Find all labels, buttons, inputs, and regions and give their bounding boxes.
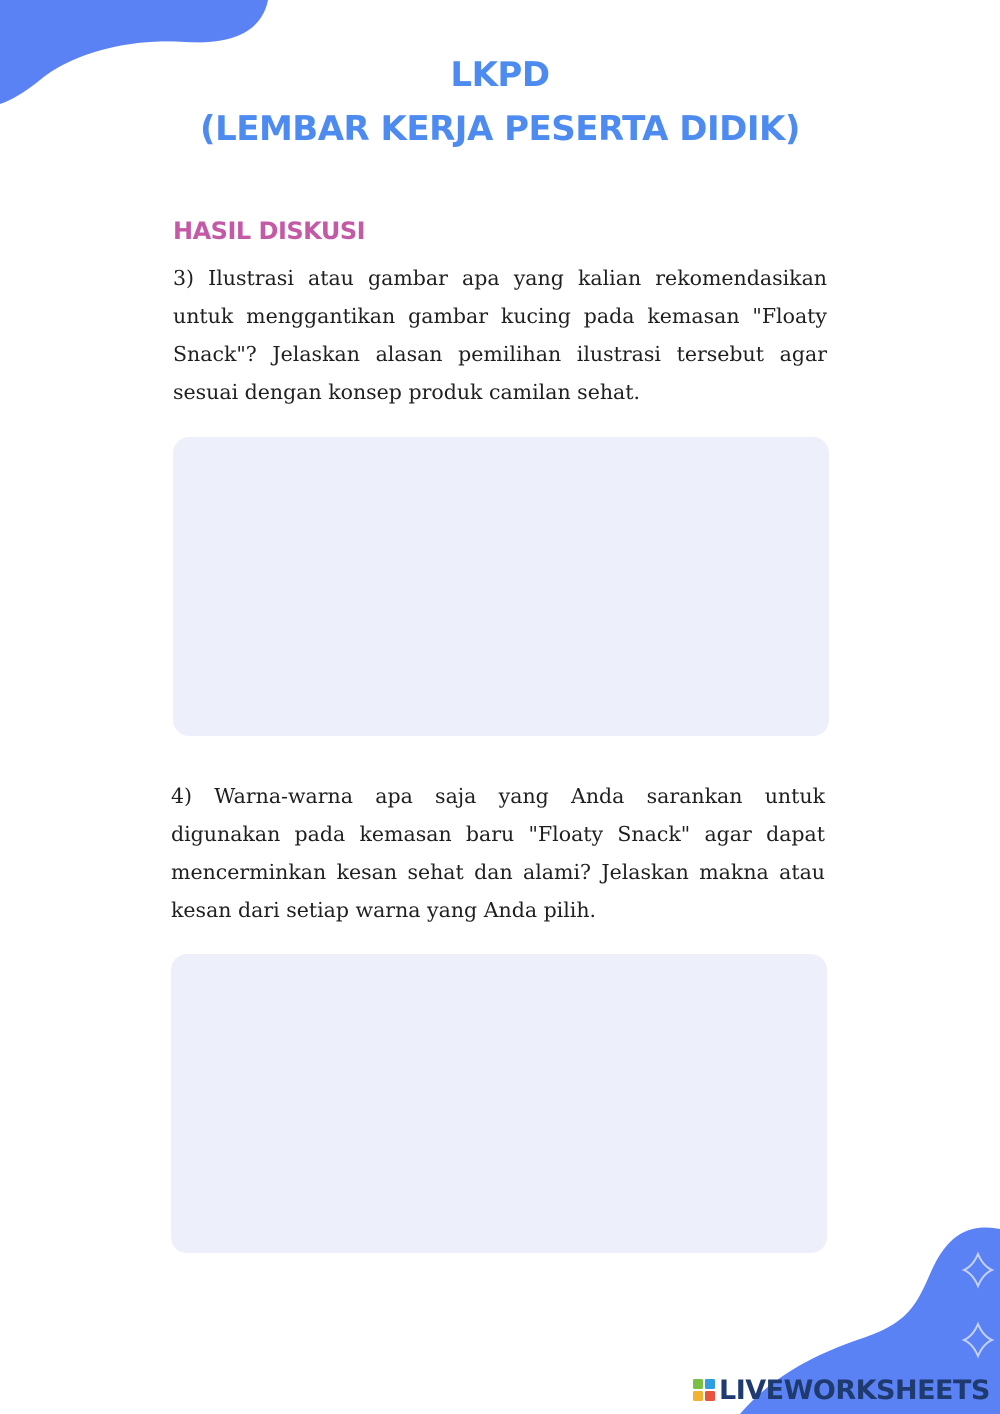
question-4-text: 4) Warna-warna apa saja yang Anda sarankan untuk digunakan pada kemasan baru "Floaty Snack" agar dapat mencerminkan kesan sehat dan alami? Jelaskan makna atau kesan dari setiap warna yang Anda pilih. <box>171 784 825 922</box>
page-title: LKPD <box>450 55 550 95</box>
liveworksheets-watermark <box>693 1370 990 1410</box>
question-3-answer-box[interactable] <box>173 437 829 736</box>
liveworksheets-logo-icon <box>693 1379 715 1401</box>
question-4-answer-box[interactable] <box>171 954 827 1253</box>
section-heading: HASIL DISKUSI <box>173 217 366 245</box>
page-subtitle: (LEMBAR KERJA PESERTA DIDIK) <box>200 109 800 149</box>
page-header <box>0 48 1000 156</box>
question-3-text: 3) Ilustrasi atau gambar apa yang kalian rekomendasikan untuk menggantikan gambar kucing pada kemasan "Floaty Snack"? Jelaskan alasan pemilihan ilustrasi tersebut agar sesuai dengan konsep produk camilan sehat. <box>173 266 827 404</box>
watermark-text: LIVEWORKSHEETS <box>719 1374 990 1406</box>
